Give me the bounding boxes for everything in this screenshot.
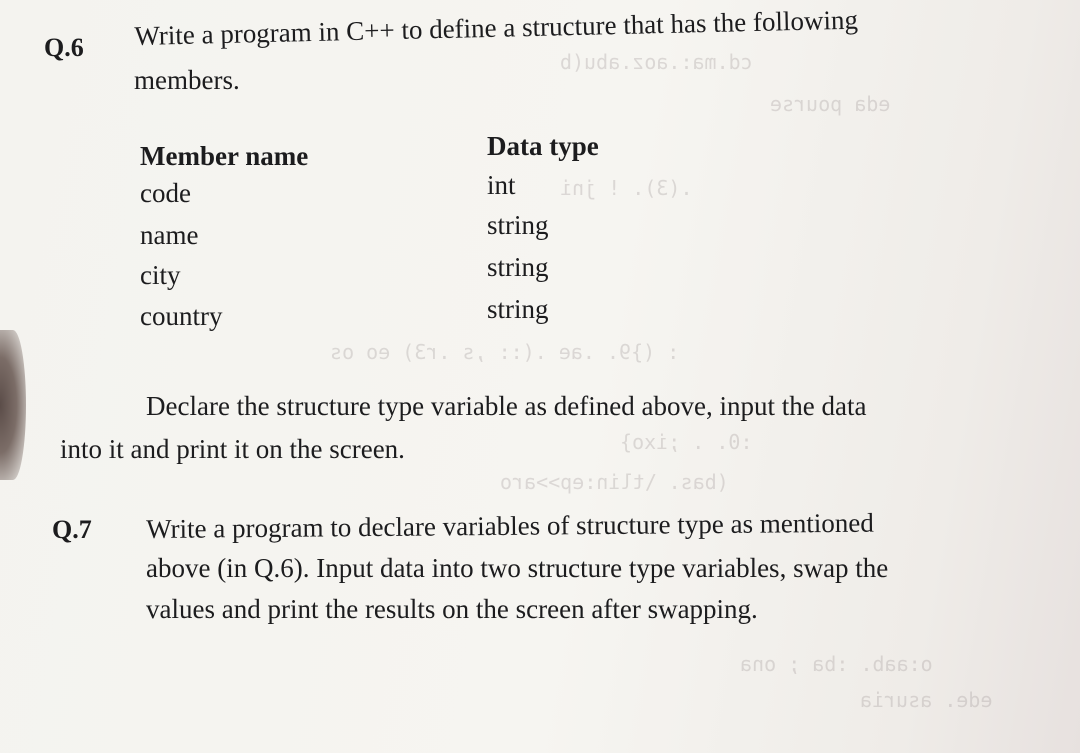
question-number-q7: Q.7 — [52, 515, 92, 544]
member-name-cell: city — [140, 260, 181, 290]
bleed-through-text: eda pourse — [770, 92, 891, 116]
data-type-cell: string — [487, 252, 549, 282]
member-name-cell: country — [140, 301, 223, 331]
instruction-line1: Declare the structure type variable as defined above, input the data — [146, 391, 867, 421]
question-number-q6: Q.6 — [44, 33, 84, 62]
bleed-through-text: : (}9. .ae .(:: ,s .r3) eo os — [330, 340, 680, 364]
q7-text-line3: values and print the results on the screen after swapping. — [146, 594, 758, 624]
bleed-through-text: :0. . ;ixo} — [620, 430, 753, 454]
page-edge-shadow — [0, 330, 26, 480]
data-type-cell: string — [487, 294, 549, 324]
bleed-through-text: cd.ma:.aoz.abu(b — [560, 50, 753, 74]
column-header-member-name: Member name — [140, 141, 309, 171]
q6-text-line1: Write a program in C++ to define a structure that has the following — [134, 4, 859, 51]
bleed-through-text: (bas. \tlin:ep>>aro — [500, 470, 729, 494]
bleed-through-text: ede. asuria — [860, 688, 993, 712]
q7-text-line1: Write a program to declare variables of structure type as mentioned — [146, 507, 874, 544]
bleed-through-text: .(3). ! jni — [560, 176, 693, 200]
data-type-cell: int — [487, 170, 516, 200]
instruction-line2: into it and print it on the screen. — [60, 434, 405, 464]
member-name-cell: name — [140, 220, 199, 250]
column-header-data-type: Data type — [487, 131, 599, 161]
member-name-cell: code — [140, 178, 191, 208]
bleed-through-text: o:aab. :ba ; ona — [740, 652, 933, 676]
q7-text-line2: above (in Q.6). Input data into two structure type variables, swap the — [146, 553, 889, 583]
data-type-cell: string — [487, 210, 549, 240]
q6-text-line2: members. — [134, 65, 240, 95]
